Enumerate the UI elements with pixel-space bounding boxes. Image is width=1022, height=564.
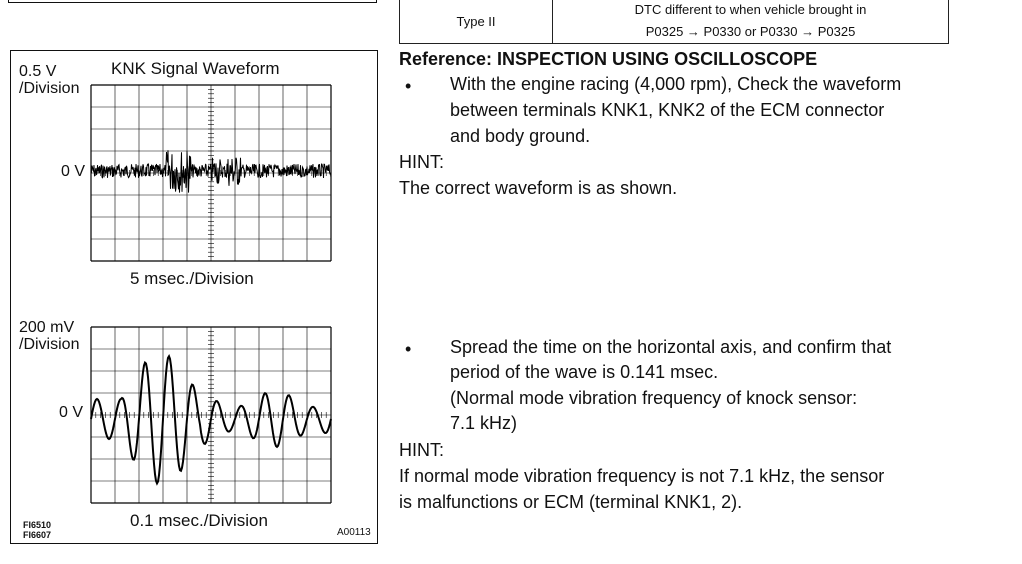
figure-code-2: FI6607 xyxy=(23,530,52,540)
figure-code-1: FI6510 xyxy=(23,520,52,530)
hint-1-label: HINT: xyxy=(399,152,444,172)
table-row xyxy=(400,0,949,44)
bullet-2-marker: • xyxy=(405,339,412,359)
waveform-figure xyxy=(10,50,378,544)
description-cell xyxy=(553,0,949,44)
figure-code-3: A00113 xyxy=(337,527,371,538)
bullet-2-line-3: (Normal mode vibration frequency of knock sensor: xyxy=(450,388,858,408)
bottom-zero-label: 0 V xyxy=(59,404,84,421)
waveform-graphics xyxy=(11,51,377,542)
reference-heading-main: INSPECTION USING OSCILLOSCOPE xyxy=(497,49,818,69)
bullet-1-line-1: With the engine racing (4,000 rpm), Check the waveform xyxy=(450,74,902,94)
bottom-time-label: 0.1 msec./Division xyxy=(130,511,268,530)
bullet-2-line-1: Spread the time on the horizontal axis, and confirm that xyxy=(450,337,892,357)
top-scale-value: 0.5 V xyxy=(19,63,57,80)
top-zero-label: 0 V xyxy=(61,163,86,180)
bullet-2-line-2: period of the wave is 0.141 msec. xyxy=(450,362,719,382)
figure-title: KNK Signal Waveform xyxy=(111,59,280,78)
top-scale-unit: /Division xyxy=(19,80,80,97)
hint-1-text: The correct waveform is as shown. xyxy=(399,178,678,198)
description-line-1: DTC different to when vehicle brought in xyxy=(634,2,867,17)
description-line-2: P0325 → P0330 or P0330 → P0325 xyxy=(645,24,856,39)
reference-heading-prefix: Reference: xyxy=(399,49,498,69)
hint-2-line-1: If normal mode vibration frequency is not 7.1 kHz, the sensor xyxy=(399,466,885,486)
bullet-1-marker: • xyxy=(405,76,412,96)
hint-2-label: HINT: xyxy=(399,440,444,460)
reference-heading xyxy=(399,48,817,70)
top-left-box xyxy=(8,0,377,3)
bullet-1-line-2: between terminals KNK1, KNK2 of the ECM connector xyxy=(450,100,885,120)
dtc-table xyxy=(399,0,949,44)
hint-2-line-2: is malfunctions or ECM (terminal KNK1, 2). xyxy=(399,492,743,512)
bottom-scale-unit: /Division xyxy=(19,336,80,353)
type-cell: Type II xyxy=(400,0,553,44)
bottom-scale-value: 200 mV xyxy=(19,319,75,336)
bullet-2-line-4: 7.1 kHz) xyxy=(450,413,518,433)
bullet-1-line-3: and body ground. xyxy=(450,126,591,146)
top-time-label: 5 msec./Division xyxy=(130,269,254,288)
